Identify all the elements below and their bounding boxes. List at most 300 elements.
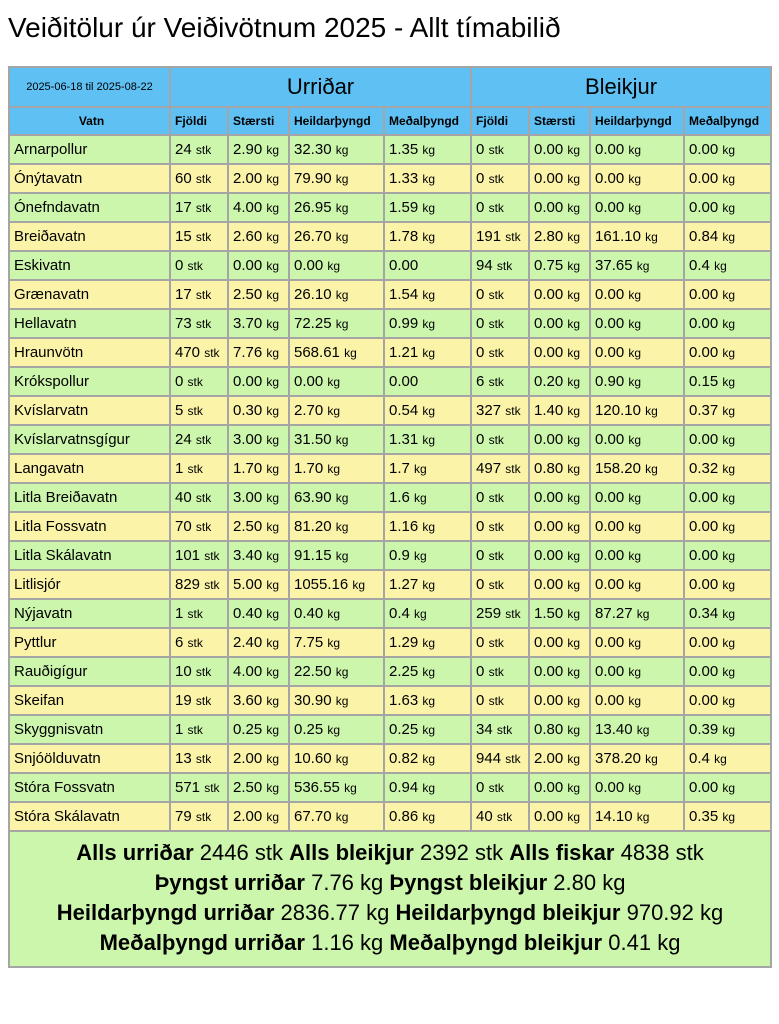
cell-unit: kg <box>422 404 436 418</box>
cell-unit: kg <box>335 172 349 186</box>
trout-avg-cell <box>384 280 471 309</box>
trout-count-cell <box>170 802 228 831</box>
char-largest-cell <box>529 570 590 599</box>
char-avg-cell <box>684 628 771 657</box>
cell-unit: stk <box>488 172 504 186</box>
cell-value: 0.30 <box>233 402 263 419</box>
trout-avg-cell <box>384 570 471 599</box>
cell-unit: kg <box>327 636 341 650</box>
cell-value: Kvíslarvatn <box>14 402 89 419</box>
cell-value: 0.00 <box>595 431 625 448</box>
cell-value: 0.4 <box>689 257 710 274</box>
cell-value: 40 <box>175 489 192 506</box>
cell-unit: kg <box>722 607 736 621</box>
char-largest-cell <box>529 135 590 164</box>
table-row <box>9 773 771 802</box>
cell-unit: kg <box>722 520 736 534</box>
cell-value: 3.00 <box>233 489 263 506</box>
lake-cell <box>9 251 170 280</box>
cell-value: 15 <box>175 228 192 245</box>
cell-unit: kg <box>422 694 436 708</box>
char-avg-cell <box>684 454 771 483</box>
cell-unit: kg <box>567 636 581 650</box>
cell-unit: kg <box>722 665 736 679</box>
cell-value: 0 <box>476 431 485 448</box>
cell-value: 10 <box>175 663 192 680</box>
cell-value: 0.00 <box>689 141 719 158</box>
trout-total-cell <box>289 657 384 686</box>
char-total-cell <box>590 628 684 657</box>
cell-value: 0.00 <box>595 663 625 680</box>
table-row <box>9 251 771 280</box>
cell-value: 191 <box>476 228 502 245</box>
char-total-cell <box>590 251 684 280</box>
trout-largest-cell <box>228 309 289 338</box>
cell-value: Kvíslarvatnsgígur <box>14 431 130 448</box>
char-total-cell <box>590 541 684 570</box>
cell-value: 1.35 <box>389 141 419 158</box>
trout-count-cell <box>170 686 228 715</box>
cell-unit: kg <box>645 230 658 244</box>
trout-count-cell <box>170 251 228 280</box>
char-avg-cell <box>684 686 771 715</box>
cell-unit: kg <box>266 201 280 215</box>
trout-count-cell <box>170 396 228 425</box>
cell-unit: kg <box>628 665 642 679</box>
cell-value: 0 <box>476 170 485 187</box>
cell-unit: kg <box>567 781 581 795</box>
cell-value: 0.00 <box>534 808 564 825</box>
trout-total-cell <box>289 338 384 367</box>
cell-value: 0.00 <box>595 692 625 709</box>
cell-unit: kg <box>266 520 280 534</box>
cell-unit: kg <box>266 433 280 447</box>
cell-unit: kg <box>422 143 436 157</box>
cell-unit: kg <box>628 288 642 302</box>
cell-value: 0.25 <box>294 721 324 738</box>
cell-value: 0.00 <box>689 663 719 680</box>
char-total-cell <box>590 425 684 454</box>
cell-unit: kg <box>645 462 658 476</box>
lake-cell <box>9 164 170 193</box>
summary-value: 2836.77 <box>280 900 361 925</box>
char-total-cell <box>590 657 684 686</box>
trout-largest-cell <box>228 541 289 570</box>
lake-cell <box>9 541 170 570</box>
char-count-cell <box>471 454 529 483</box>
cell-unit: kg <box>628 549 642 563</box>
char-largest-cell <box>529 425 590 454</box>
trout-largest-cell <box>228 135 289 164</box>
cell-value: 0.00 <box>534 518 564 535</box>
col-header-trout-avg: Meðalþyngd <box>384 107 471 135</box>
lake-cell <box>9 396 170 425</box>
cell-value: 2.40 <box>233 634 263 651</box>
cell-unit: kg <box>327 462 341 476</box>
cell-value: 0 <box>476 286 485 303</box>
cell-unit: kg <box>352 578 366 592</box>
cell-unit: kg <box>414 607 427 621</box>
lake-cell <box>9 628 170 657</box>
cell-value: 0.99 <box>389 315 419 332</box>
column-header-row <box>9 107 771 135</box>
cell-unit: kg <box>636 723 650 737</box>
cell-value: 1.63 <box>389 692 419 709</box>
lake-cell <box>9 512 170 541</box>
char-count-cell <box>471 309 529 338</box>
cell-value: 0 <box>476 518 485 535</box>
cell-value: 1.7 <box>389 460 410 477</box>
cell-value: 0.00 <box>689 170 719 187</box>
cell-unit: kg <box>628 636 642 650</box>
char-avg-cell <box>684 280 771 309</box>
cell-value: 0 <box>476 547 485 564</box>
cell-value: 0.00 <box>689 576 719 593</box>
cell-value: 2.25 <box>389 663 419 680</box>
cell-value: 1.78 <box>389 228 419 245</box>
cell-unit: kg <box>266 404 280 418</box>
summary-label: Heildarþyngd bleikjur <box>395 900 621 925</box>
cell-unit: kg <box>266 752 280 766</box>
trout-avg-cell <box>384 802 471 831</box>
cell-unit: kg <box>722 230 736 244</box>
table-row <box>9 744 771 773</box>
trout-avg-cell <box>384 425 471 454</box>
table-row <box>9 135 771 164</box>
trout-largest-cell <box>228 425 289 454</box>
trout-largest-cell <box>228 802 289 831</box>
cell-value: 79.90 <box>294 170 332 187</box>
cell-value: 94 <box>476 257 493 274</box>
summary-unit: kg <box>366 900 390 925</box>
cell-unit: kg <box>335 230 349 244</box>
cell-value: 1.31 <box>389 431 419 448</box>
trout-count-cell <box>170 657 228 686</box>
trout-total-cell <box>289 715 384 744</box>
cell-value: Pyttlur <box>14 634 57 651</box>
cell-value: 3.70 <box>233 315 263 332</box>
trout-total-cell <box>289 773 384 802</box>
cell-value: 120.10 <box>595 402 641 419</box>
cell-value: 0.00 <box>534 634 564 651</box>
cell-value: 0.00 <box>595 518 625 535</box>
cell-value: 0 <box>175 373 184 390</box>
char-count-cell <box>471 193 529 222</box>
table-row <box>9 280 771 309</box>
cell-unit: kg <box>266 694 280 708</box>
trout-largest-cell <box>228 222 289 251</box>
table-row <box>9 802 771 831</box>
cell-value: 26.10 <box>294 286 332 303</box>
cell-unit: stk <box>187 723 203 737</box>
char-largest-cell <box>529 773 590 802</box>
trout-count-cell <box>170 454 228 483</box>
cell-unit: kg <box>722 317 736 331</box>
cell-unit: kg <box>567 259 581 273</box>
cell-unit: kg <box>722 375 736 389</box>
char-largest-cell <box>529 599 590 628</box>
cell-unit: kg <box>344 346 357 360</box>
cell-value: 829 <box>175 576 201 593</box>
cell-value: 0.00 <box>534 431 564 448</box>
trout-total-cell <box>289 164 384 193</box>
cell-value: 60 <box>175 170 192 187</box>
cell-value: 34 <box>476 721 493 738</box>
cell-value: Litla Fossvatn <box>14 518 107 535</box>
lake-cell <box>9 425 170 454</box>
cell-unit: kg <box>335 491 349 505</box>
cell-unit: kg <box>567 172 581 186</box>
cell-value: 17 <box>175 199 192 216</box>
summary-value: 2392 <box>419 840 469 865</box>
char-count-cell <box>471 744 529 773</box>
trout-total-cell <box>289 570 384 599</box>
cell-value: Grænavatn <box>14 286 90 303</box>
summary-unit: kg <box>700 900 724 925</box>
trout-total-cell <box>289 251 384 280</box>
cell-unit: kg <box>722 288 736 302</box>
trout-count-cell <box>170 628 228 657</box>
char-count-cell <box>471 628 529 657</box>
cell-value: 1.59 <box>389 199 419 216</box>
cell-value: 22.50 <box>294 663 332 680</box>
trout-avg-cell <box>384 367 471 396</box>
cell-unit: kg <box>722 404 736 418</box>
cell-unit: stk <box>195 520 212 534</box>
cell-value: 1.21 <box>389 344 419 361</box>
trout-count-cell <box>170 193 228 222</box>
cell-unit: kg <box>645 404 658 418</box>
cell-value: 26.95 <box>294 199 332 216</box>
cell-unit: kg <box>567 520 581 534</box>
cell-value: 0 <box>476 315 485 332</box>
cell-unit: kg <box>722 636 736 650</box>
cell-value: Langavatn <box>14 460 85 477</box>
cell-unit: kg <box>636 810 650 824</box>
table-row <box>9 657 771 686</box>
cell-value: 32.30 <box>294 141 332 158</box>
trout-largest-cell <box>228 193 289 222</box>
char-count-cell <box>471 773 529 802</box>
char-count-cell <box>471 251 529 280</box>
cell-unit: kg <box>628 317 642 331</box>
cell-unit: kg <box>567 723 581 737</box>
trout-avg-cell <box>384 251 471 280</box>
cell-value: 0.00 <box>534 489 564 506</box>
cell-unit: stk <box>488 346 504 360</box>
cell-unit: stk <box>195 752 212 766</box>
cell-value: 0.00 <box>534 199 564 216</box>
cell-value: 0.39 <box>689 721 719 738</box>
trout-avg-cell <box>384 657 471 686</box>
lake-cell <box>9 338 170 367</box>
cell-unit: kg <box>335 201 349 215</box>
summary-label: Þyngst urriðar <box>154 870 305 895</box>
char-avg-cell <box>684 193 771 222</box>
cell-unit: kg <box>422 520 436 534</box>
char-total-cell <box>590 512 684 541</box>
trout-largest-cell <box>228 483 289 512</box>
cell-unit: kg <box>422 665 436 679</box>
cell-unit: stk <box>195 230 212 244</box>
char-count-cell <box>471 367 529 396</box>
char-count-cell <box>471 512 529 541</box>
cell-value: 0.9 <box>389 547 410 564</box>
cell-value: Snjóölduvatn <box>14 750 101 767</box>
trout-count-cell <box>170 367 228 396</box>
cell-value: 0.40 <box>233 605 263 622</box>
cell-unit: stk <box>488 491 504 505</box>
cell-value: 2.90 <box>233 141 263 158</box>
char-total-cell <box>590 454 684 483</box>
trout-avg-cell <box>384 773 471 802</box>
cell-unit: kg <box>636 607 650 621</box>
cell-unit: kg <box>567 549 581 563</box>
summary-box <box>9 831 771 967</box>
trout-count-cell <box>170 744 228 773</box>
cell-value: 24 <box>175 431 192 448</box>
cell-unit: kg <box>722 578 736 592</box>
trout-avg-cell <box>384 135 471 164</box>
char-largest-cell <box>529 628 590 657</box>
cell-value: 5 <box>175 402 184 419</box>
cell-unit: kg <box>422 317 436 331</box>
cell-value: 1.40 <box>534 402 564 419</box>
cell-unit: kg <box>628 143 642 157</box>
cell-unit: kg <box>335 810 349 824</box>
table-row <box>9 686 771 715</box>
summary-unit: stk <box>675 840 704 865</box>
cell-unit: kg <box>722 346 736 360</box>
trout-total-cell <box>289 193 384 222</box>
page-title: Veiðitölur úr Veiðivötnum 2025 - Allt tímabilið <box>8 12 561 43</box>
cell-value: 0.00 <box>534 547 564 564</box>
trout-largest-cell <box>228 657 289 686</box>
catch-statistics-table <box>8 66 772 968</box>
cell-value: Rauðigígur <box>14 663 88 680</box>
summary-label: Alls fiskar <box>509 840 615 865</box>
char-count-cell <box>471 425 529 454</box>
cell-unit: kg <box>266 810 280 824</box>
cell-unit: stk <box>488 694 504 708</box>
trout-avg-cell <box>384 222 471 251</box>
cell-value: Hellavatn <box>14 315 77 332</box>
char-avg-cell <box>684 570 771 599</box>
cell-value: 2.50 <box>233 779 263 796</box>
char-largest-cell <box>529 512 590 541</box>
cell-unit: kg <box>567 665 581 679</box>
char-largest-cell <box>529 164 590 193</box>
cell-value: 0.00 <box>595 634 625 651</box>
table-row <box>9 541 771 570</box>
char-total-cell <box>590 135 684 164</box>
char-total-cell <box>590 164 684 193</box>
group-header-row <box>9 67 771 107</box>
cell-value: 0.00 <box>534 779 564 796</box>
cell-value: 30.90 <box>294 692 332 709</box>
cell-value: 0.00 <box>389 373 419 390</box>
cell-unit: kg <box>266 665 280 679</box>
trout-avg-cell <box>384 744 471 773</box>
summary-unit: stk <box>254 840 283 865</box>
trout-total-cell <box>289 628 384 657</box>
cell-value: 4.00 <box>233 663 263 680</box>
char-avg-cell <box>684 599 771 628</box>
trout-count-cell <box>170 512 228 541</box>
char-largest-cell <box>529 396 590 425</box>
cell-value: 2.00 <box>233 750 263 767</box>
cell-value: 2.50 <box>233 518 263 535</box>
cell-value: 0.4 <box>389 605 410 622</box>
trout-total-cell <box>289 367 384 396</box>
char-count-cell <box>471 135 529 164</box>
cell-value: 0.00 <box>534 286 564 303</box>
char-total-cell <box>590 483 684 512</box>
char-count-cell <box>471 802 529 831</box>
trout-largest-cell <box>228 715 289 744</box>
char-total-cell <box>590 802 684 831</box>
cell-value: 7.76 <box>233 344 263 361</box>
cell-unit: kg <box>266 317 280 331</box>
cell-value: 0.00 <box>389 257 419 274</box>
cell-unit: kg <box>266 172 280 186</box>
cell-value: 0.15 <box>689 373 719 390</box>
char-largest-cell <box>529 744 590 773</box>
cell-value: 1 <box>175 605 184 622</box>
cell-value: 63.90 <box>294 489 332 506</box>
cell-unit: kg <box>335 549 349 563</box>
trout-largest-cell <box>228 396 289 425</box>
cell-value: 5.00 <box>233 576 263 593</box>
trout-avg-cell <box>384 396 471 425</box>
cell-value: 0 <box>476 779 485 796</box>
cell-unit: kg <box>722 433 736 447</box>
char-count-cell <box>471 483 529 512</box>
cell-unit: kg <box>722 462 736 476</box>
char-count-cell <box>471 396 529 425</box>
char-largest-cell <box>529 541 590 570</box>
cell-unit: kg <box>567 810 581 824</box>
char-avg-cell <box>684 483 771 512</box>
cell-unit: kg <box>335 694 349 708</box>
summary-value: 970.92 <box>626 900 694 925</box>
cell-value: 6 <box>175 634 184 651</box>
cell-value: 0 <box>476 344 485 361</box>
col-header-char-avg: Meðalþyngd <box>684 107 771 135</box>
cell-unit: kg <box>266 230 280 244</box>
trout-largest-cell <box>228 773 289 802</box>
cell-value: 0.00 <box>595 286 625 303</box>
cell-value: 0.00 <box>534 692 564 709</box>
cell-value: 0.00 <box>595 576 625 593</box>
cell-value: 10.60 <box>294 750 332 767</box>
cell-unit: kg <box>422 810 436 824</box>
summary-label: Alls urriðar <box>76 840 194 865</box>
char-avg-cell <box>684 802 771 831</box>
cell-value: 0.94 <box>389 779 419 796</box>
cell-value: 2.70 <box>294 402 324 419</box>
cell-value: 91.15 <box>294 547 332 564</box>
trout-largest-cell <box>228 744 289 773</box>
cell-unit: kg <box>714 259 727 273</box>
cell-unit: stk <box>488 578 504 592</box>
cell-unit: stk <box>488 781 504 795</box>
cell-unit: stk <box>204 578 220 592</box>
cell-unit: stk <box>204 549 220 563</box>
lake-cell <box>9 570 170 599</box>
char-largest-cell <box>529 367 590 396</box>
cell-unit: kg <box>414 462 427 476</box>
